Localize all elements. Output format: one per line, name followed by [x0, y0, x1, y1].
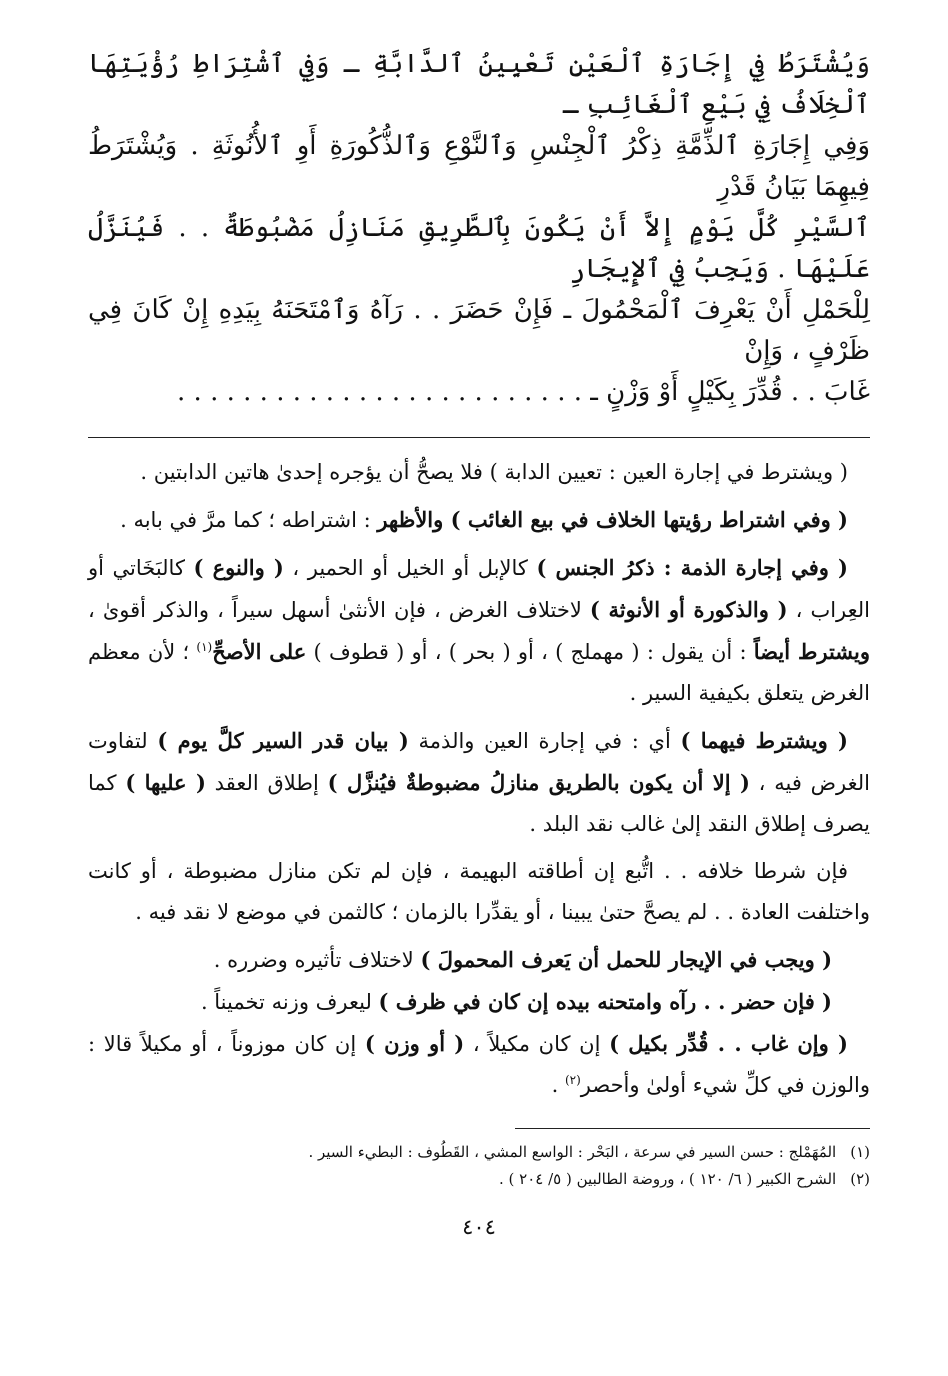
- commentary-text-span: لاختلاف الغرض ، فإن الأنثىٰ أسهل سيراً ، والذكر أقوىٰ ،: [88, 598, 590, 622]
- matn-text: [88, 44, 870, 413]
- footnote-item: [88, 1139, 870, 1166]
- footnote-ref[interactable]: (٢): [564, 1073, 581, 1087]
- commentary-text-span: كما يصرف إطلاق النقد إلىٰ غالب نقد البلد .: [88, 771, 870, 836]
- matn-quote: ( فإن حضر . . رآه وامتحنه بيده إن كان في ظرف ): [378, 989, 832, 1014]
- matn-quote: ( عليها ): [125, 770, 206, 795]
- matn-quote: ( بيان قدر السير كلَّ يوم ): [157, 728, 409, 753]
- commentary-text-span: ؛ لأن معظم الغرض يتعلق بكيفية السير .: [88, 640, 870, 705]
- commentary-text-span: لاختلاف تأثيره وضرره .: [213, 948, 421, 972]
- commentary-text-span: إن كان مكيلاً ،: [464, 1032, 610, 1056]
- commentary-text: [88, 452, 870, 1106]
- matn-quote: ( والذكورة أو الأنوثة ): [589, 597, 788, 622]
- matn-quote: ( وفي إجارة الذمة : ذكرُ الجنس ): [536, 555, 848, 580]
- footnote-text: المُهَمْلج : حسن السير في سرعة ، البَحْر : الواسع المشي ، القَطُوف : البطيء السير .: [308, 1143, 837, 1161]
- matn-quote: ( وإن غاب . . قُدِّر بكيل ): [609, 1031, 848, 1056]
- matn-quote: ( ويشترط فيهما ): [680, 728, 848, 753]
- commentary-text-span: أي : في إجارة العين والذمة: [408, 729, 681, 753]
- book-page: [88, 44, 870, 1239]
- matn-line: غَابَ . . قُدِّرَ بِكَيْلٍ أَوْ وَزْنٍ ـ . . . . . . . . . . . . . . . . . . . . . . . . .: [177, 377, 870, 407]
- matn-line: وَفِي إِجَارَةِ ٱلذِّمَّةِ ذِكْرُ ٱلْجِنْسِ وَٱلنَّوْعِ وَٱلذُّكُورَةِ أَوِ ٱلأُنُوثَةِ . وَيُشْتَرَطُ فِيهِمَا بَيَانُ قَدْرِ: [88, 131, 870, 202]
- footnote-divider: [515, 1128, 870, 1129]
- footnote-number: (٢): [850, 1170, 870, 1188]
- commentary-text-span: لتفاوت الغرض فيه ،: [88, 729, 870, 795]
- matn-quote: ويشترط أيضاً: [753, 639, 871, 664]
- commentary-paragraph: [88, 547, 870, 714]
- commentary-paragraph: [88, 851, 870, 933]
- commentary-text-span: إن كان موزوناً ، أو مكيلاً قالا : والوزن في كلِّ شيء أولىٰ وأحصر: [88, 1032, 870, 1097]
- matn-quote: ( ويجب في الإيجار للحمل أن يَعرف المحمولَ ): [420, 947, 832, 972]
- commentary-paragraph: [88, 981, 870, 1023]
- matn-line: لِلْحَمْلِ أَنْ يَعْرِفَ ٱلْمَحْمُولَ ـ فَإِنْ حَضَرَ . . رَآهُ وَٱمْتَحَنَهُ بِيَدِهِ إِنْ كَانَ فِي ظَرْفٍ ، وَإِنْ: [88, 295, 870, 366]
- commentary-text-span: : اشتراطه ؛ كما مرَّ في بابه .: [120, 508, 378, 532]
- matn-quote: ( إلا أن يكون بالطريق منازلُ مضبوطةٌ فيُنزَّل ): [327, 770, 750, 795]
- matn-line: وَيُشْتَرَطُ فِي إِجَارَةِ ٱلْعَيْنِ تَعْيِينُ ٱلدَّابَّةِ ـ وَفِي ٱشْتِرَاطِ رُؤْيَتِهَا ٱلْخِلَافُ فِي بَيْعِ ٱلْغَائِبِ ـ: [88, 49, 870, 120]
- footnote-number: (١): [850, 1143, 870, 1161]
- commentary-text-span: فإن شرطا خلافه . . اتُّبع إن أطاقته البهيمة ، فإن لم تكن منازل مضبوطة ، أو كانت واختلفت العادة . . لم يصحَّ حتىٰ يبينا ، أو يقدِّرا بالزمان ؛ كالثمن في موضع لا نقد فيه .: [88, 859, 870, 924]
- commentary-text-span: ( ويشترط في إجارة العين : تعيين الدابة ) فلا يصحُّ أن يؤجره إحدىٰ هاتين الدابتين .: [140, 460, 848, 484]
- commentary-paragraph: [88, 1023, 870, 1106]
- commentary-text-span: كالبَخَاتي أو العِراب ،: [88, 556, 870, 622]
- commentary-text-span: كالإبل أو الخيل أو الحمير ،: [283, 556, 537, 580]
- commentary-text-span: .: [551, 1073, 565, 1097]
- commentary-paragraph: [88, 452, 870, 493]
- matn-quote: ( والنوع ): [193, 555, 284, 580]
- commentary-text-span: ليعرف وزنه تخميناً .: [200, 990, 379, 1014]
- footnote-text: الشرح الكبير ( ٦/ ١٢٠ ) ، وروضة الطالبين ( ٥/ ٢٠٤ ) .: [499, 1170, 837, 1188]
- commentary-text-span: إطلاق العقد: [205, 771, 328, 795]
- matn-quote: ( أو وزن ): [364, 1031, 465, 1056]
- commentary-text-span: : أن يقول : ( مهملج ) ، أو ( بحر ) ، أو ( قطوف ): [306, 640, 754, 664]
- footnotes: [88, 1139, 870, 1193]
- commentary-paragraph: [88, 939, 870, 981]
- matn-quote: ( وفي اشتراط رؤيتها الخلاف في بيع الغائب ) والأظهر: [377, 507, 848, 532]
- matn-divider: [88, 437, 870, 438]
- page-number: ٤٠٤: [462, 1215, 496, 1239]
- commentary-paragraph: [88, 720, 870, 845]
- commentary-paragraph: [88, 499, 870, 541]
- matn-quote: على الأصحِّ: [212, 639, 307, 664]
- matn-line: ٱلسَّيْرِ كُلَّ يَوْمٍ إِلاَّ أَنْ يَكُونَ بِٱلطَّرِيقِ مَنَازِلُ مَضْبُوطَةٌ . . فَيُنَزَّلُ عَلَيْهَا . وَيَجِبُ فِي ٱلإِيجَارِ: [88, 213, 870, 284]
- footnote-item: [88, 1166, 870, 1193]
- footnote-ref[interactable]: (١): [196, 640, 213, 654]
